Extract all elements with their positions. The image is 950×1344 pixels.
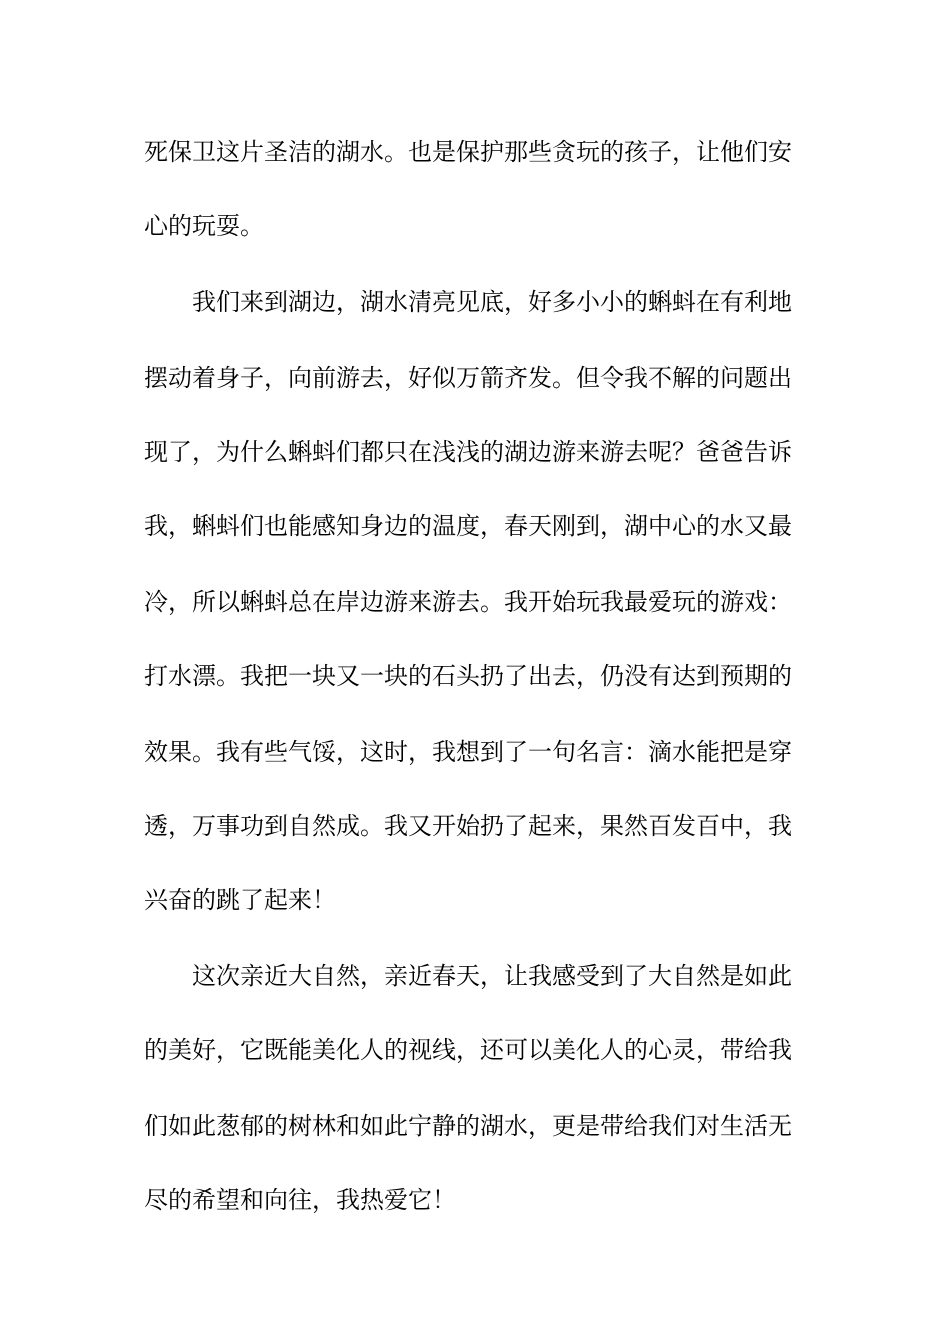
text-line: 尽的希望和向往，我热爱它！ (144, 1186, 456, 1214)
text-line: 我，蝌蚪们也能感知身边的温度，春天刚到，湖中心的水又最 (144, 512, 792, 540)
text-line: 这次亲近大自然，亲近春天，让我感受到了大自然是如此 (192, 962, 792, 990)
text-line: 效果。我有些气馁，这时，我想到了一句名言：滴水能把是穿 (144, 738, 792, 766)
text-line: 的美好，它既能美化人的视线，还可以美化人的心灵，带给我 (144, 1036, 792, 1064)
text-line: 们如此葱郁的树林和如此宁静的湖水，更是带给我们对生活无 (144, 1112, 792, 1140)
text-line: 冷，所以蝌蚪总在岸边游来游去。我开始玩我最爱玩的游戏： (144, 588, 792, 616)
text-line: 兴奋的跳了起来！ (144, 886, 336, 914)
text-line: 我们来到湖边，湖水清亮见底，好多小小的蝌蚪在有利地 (192, 288, 792, 316)
text-line: 心的玩耍。 (144, 212, 264, 240)
text-line: 现了，为什么蝌蚪们都只在浅浅的湖边游来游去呢？爸爸告诉 (144, 438, 792, 466)
text-line: 打水漂。我把一块又一块的石头扔了出去，仍没有达到预期的 (144, 662, 792, 690)
text-line: 摆动着身子，向前游去，好似万箭齐发。但令我不解的问题出 (144, 364, 792, 392)
text-line: 死保卫这片圣洁的湖水。也是保护那些贪玩的孩子，让他们安 (144, 138, 792, 166)
text-line: 透，万事功到自然成。我又开始扔了起来，果然百发百中，我 (144, 812, 792, 840)
